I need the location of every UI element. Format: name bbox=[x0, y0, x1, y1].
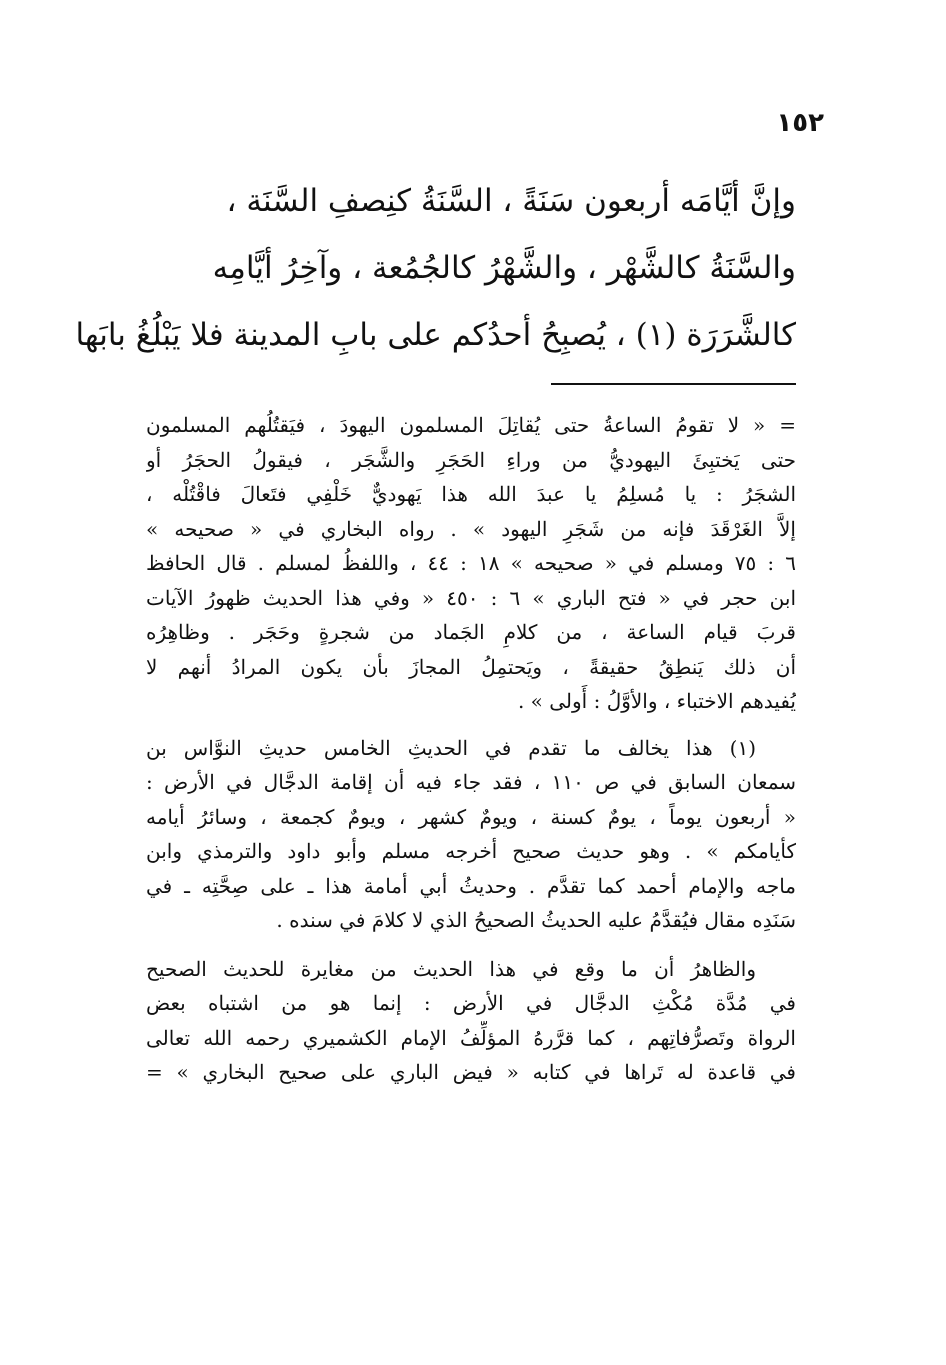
footnote-line: الشجَرُ : يا مُسلِمُ يا عبدَ الله هذا يَهوديٌّ خَلْفِي فتَعالَ فاقْتُلْه ، bbox=[146, 482, 796, 506]
footnote-line: (١) هذا يخالف ما تقدم في الحديثِ الخامس حديثِ النوَّاس بن bbox=[146, 735, 756, 760]
footnote-line: حتى يَختبِئَ اليهوديُّ من وراءِ الحَجَرِ والشَّجَر ، فيقولُ الحجَرُ أو bbox=[146, 447, 796, 472]
footnote-commentary bbox=[146, 952, 796, 1090]
footnote-line: يُفيدهم الاختباء ، والأوَّلُ : أَولى » . bbox=[517, 689, 796, 713]
footnote-divider bbox=[551, 383, 796, 385]
main-text-line: والسَّنَةُ كالشَّهْر ، والشَّهْرُ كالجُمُعة ، وآخِرُ أيَّامِه bbox=[212, 250, 796, 286]
page-number: ١٥٢ bbox=[776, 108, 824, 138]
footnote-line: « أربعون يوماً ، يومٌ كسنة ، ويومٌ كشهر ، ويومٌ كجمعة ، وسائرُ أيامه bbox=[146, 804, 796, 829]
footnote-line: قربَ قيام الساعة ، من كلامِ الجَماد من شجرةٍ وحَجَر . وظاهِرُه bbox=[146, 620, 796, 644]
main-text-line: وإنَّ أيَّامَه أربعون سَنَةً ، السَّنَةُ كنِصفِ السَّنَة ، bbox=[226, 183, 796, 219]
footnote-line: في مُدَّة مُكْثِ الدجَّال في الأرض : إنما هو من اشتباه بعض bbox=[146, 991, 796, 1015]
footnote-line: في قاعدة له تَراها في كتابه « فيض الباري على صحيح البخاري » = bbox=[146, 1060, 796, 1084]
footnote-line: أن ذلك يَنطِقُ حقيقةً ، ويَحتمِلُ المجازَ بأن يكون المرادُ أنهم لا bbox=[146, 654, 796, 679]
footnote-line: ٦ : ٧٥ ومسلم في « صحيحه » ١٨ : ٤٤ ، واللفظُ لمسلم . قال الحافظ bbox=[146, 551, 796, 575]
footnote-line: = « لا تقومُ الساعةُ حتى يُقاتِلَ المسلمون اليهودَ ، فيَقتُلُهم المسلمون bbox=[146, 413, 796, 437]
footnotes bbox=[146, 408, 796, 1105]
footnote-line: سمعان السابق في ص ١١٠ ، فقد جاء فيه أن إقامة الدجَّال في الأرض : bbox=[146, 770, 796, 794]
footnote-continuation bbox=[146, 408, 796, 719]
footnote-line: ماجه والإمام أحمد كما تقدَّم . وحديثُ أبي أمامة هذا ـ على صِحَّتِه ـ في bbox=[146, 873, 796, 898]
footnote-1 bbox=[146, 731, 796, 938]
footnote-line: الرواة وتَصرُّفاتِهم ، كما قرَّرهُ المؤلِّفُ الإمام الكشميري رحمه الله تعالى bbox=[146, 1025, 796, 1050]
footnote-line: إلاَّ الغَرْقَدَ فإنه من شَجَرِ اليهود » . رواه البخاري في « صحيحه » bbox=[146, 516, 796, 541]
footnote-line: والظاهرُ أن ما وقع في هذا الحديث من مغايرة للحديث الصحيح bbox=[146, 956, 756, 981]
footnote-line: ابن حجر في « فتح الباري » ٦ : ٤٥٠ « وفي هذا الحديث ظهورُ الآيات bbox=[146, 585, 796, 610]
main-text bbox=[75, 168, 796, 369]
main-text-line: كالشَّرَرَة (١) ، يُصبِحُ أحدُكم على بابِ المدينة فلا يَبْلُغُ بابَها bbox=[75, 317, 796, 353]
footnote-line: كأيامكم » . وهو حديث صحيح أخرجه مسلم وأبو داود والترمذي وابن bbox=[146, 839, 796, 863]
footnote-line: سَنَدِه مقال فيُقدَّمُ عليه الحديثُ الصحيحُ الذي لا كلامَ في سنده . bbox=[276, 908, 796, 932]
